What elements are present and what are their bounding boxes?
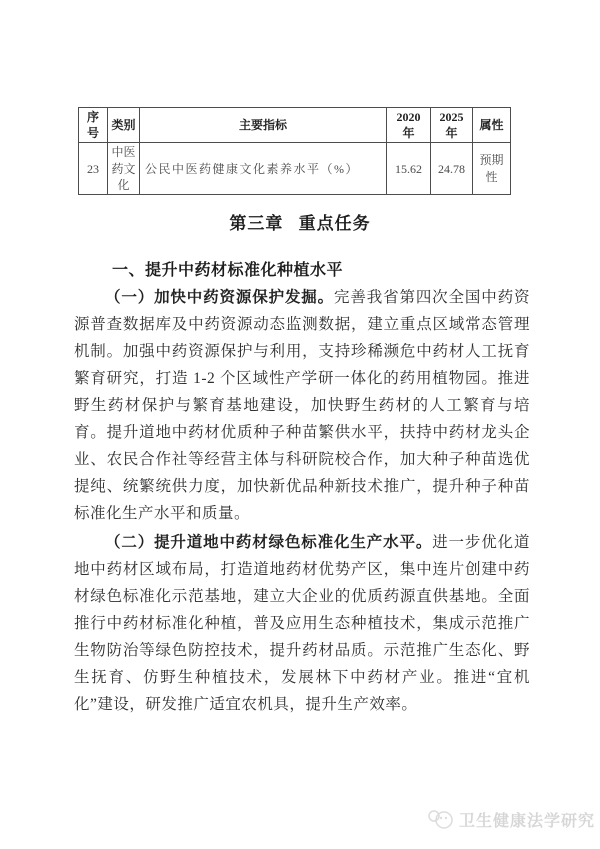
paragraph-2-lead: （二）提升道地中药材绿色标准化生产水平。 (105, 534, 433, 551)
header-indicator: 主要指标 (140, 108, 387, 143)
panda-seal-logo-icon (426, 806, 456, 832)
cell-2020: 15.62 (387, 143, 431, 195)
body-text (74, 284, 530, 718)
table-header-row (79, 108, 511, 143)
header-2020: 2020 年 (387, 108, 431, 143)
indicator-table (78, 107, 511, 195)
chapter-name: 重点任务 (298, 214, 371, 233)
header-category: 类别 (108, 108, 140, 143)
paragraph-2-body: 进一步优化道地中药材区域布局，打造道地药材优势产区，集中连片创建中药材绿色标准化示范基地，建立大企业的优质药源直供基地。全面推行中药材标准化种植，普及应用生态种植技术，集成示范推广生物防治等绿色防控技术，提升药材品质。示范推广生态化、野生抚育、仿野生种植技术，发展林下中药材产业。推进“宜机化”建设，研发推广适宜农机具，提升生产效率。 (74, 534, 530, 713)
paragraph-1 (74, 284, 530, 527)
header-attribute: 属性 (473, 108, 511, 143)
cell-indicator: 公民中医药健康文化素养水平（%） (140, 143, 387, 195)
chapter-title (0, 209, 600, 234)
paragraph-2 (74, 529, 530, 718)
table-row (79, 143, 511, 195)
header-2025: 2025 年 (431, 108, 473, 143)
cell-2025: 24.78 (431, 143, 473, 195)
chapter-number: 第三章 (229, 214, 284, 233)
header-seq: 序号 (79, 108, 108, 143)
cell-category: 中医药文化 (108, 143, 140, 195)
cell-seq: 23 (79, 143, 108, 195)
section-heading: 一、提升中药材标准化种植水平 (112, 262, 344, 279)
watermark-text: 卫生健康法学研究 (459, 812, 596, 830)
paragraph-1-body: 完善我省第四次全国中药资源普查数据库及中药资源动态监测数据，建立重点区域常态管理机制。加强中药资源保护与利用，支持珍稀濒危中药材人工抚育繁育研究，打造 1-2 个区域性产学研一体化的药用植物园。推进野生药材保护与繁育基地建设，加快野生药材的人工繁育与培育。提升道地中药材优质种子种苗繁供水平，扶持中药材龙头企业、农民合作社等经营主体与科研院校合作，加大种子种苗选优提纯、统繁统供力度，加快新优品种新技术推广，提升种子种苗标准化生产水平和质量。 (74, 289, 530, 522)
paragraph-1-lead: （一）加快中药资源保护发掘。 (105, 289, 335, 306)
cell-attribute: 预期性 (473, 143, 511, 195)
watermark (426, 806, 595, 832)
